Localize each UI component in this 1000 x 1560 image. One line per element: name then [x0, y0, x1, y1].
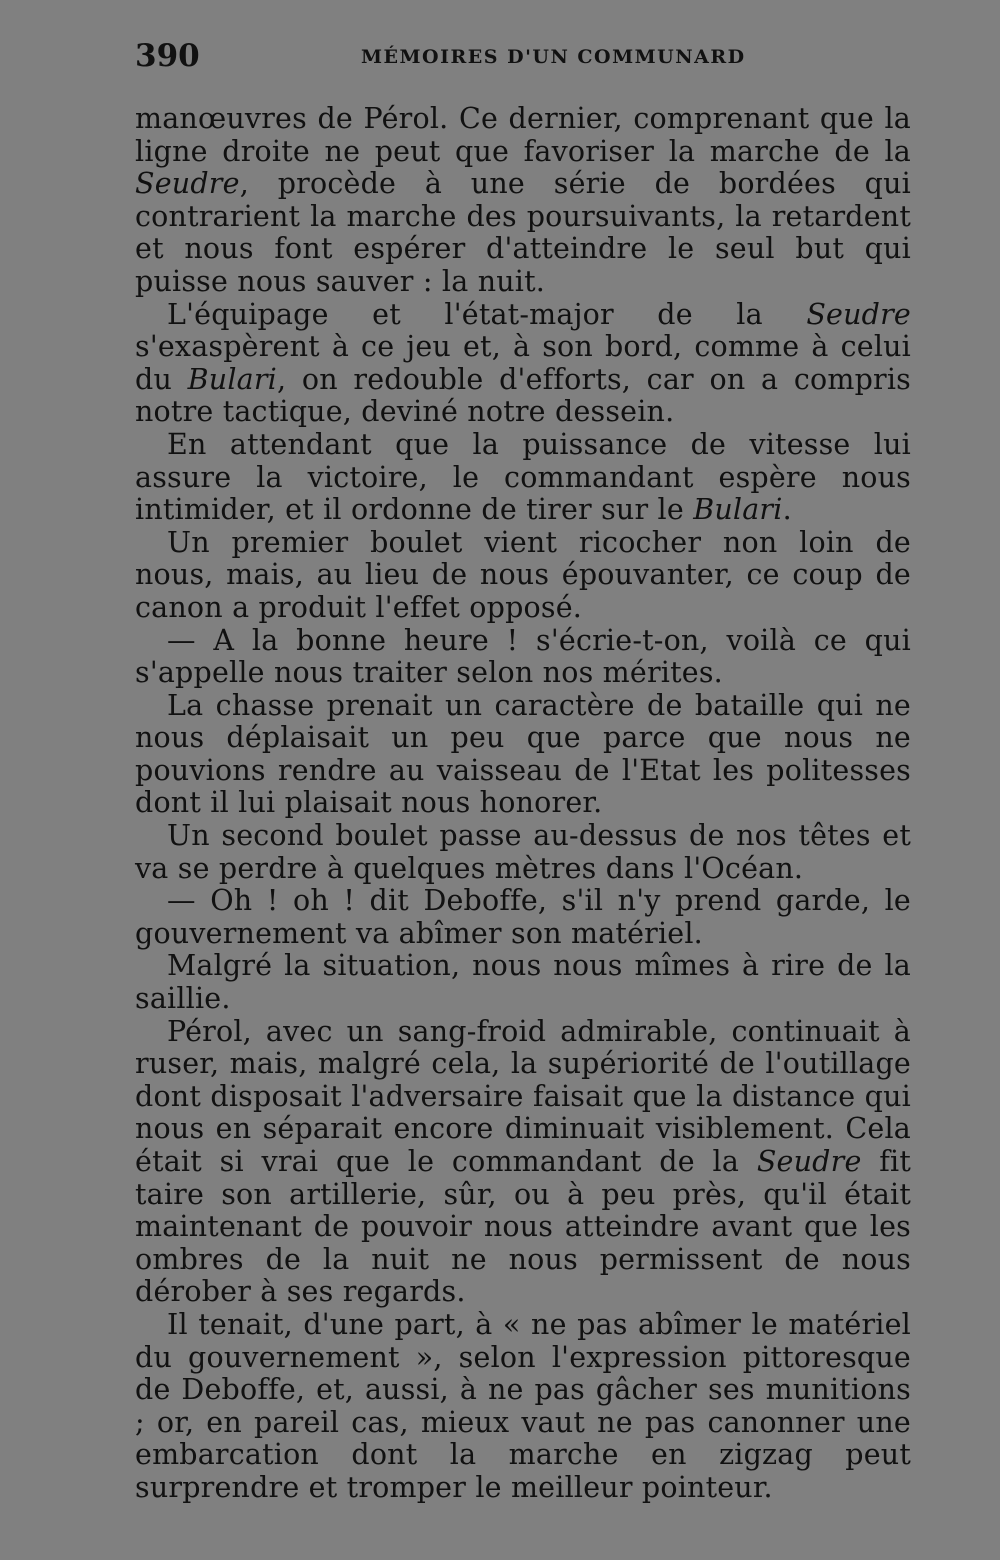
text-run: Un premier boulet vient ricocher non loin de nous, mais, au lieu de nous épouvanter, ce coup de canon a produit l'effet opposé. — [135, 525, 911, 624]
paragraph — [135, 885, 911, 950]
paragraph — [135, 950, 911, 1015]
paragraph — [135, 820, 911, 885]
body-text — [135, 103, 911, 1505]
paragraph — [135, 429, 911, 527]
ship-name: Seudre — [756, 1145, 862, 1178]
ship-name: Seudre — [806, 297, 911, 331]
text-run: Il tenait, d'une part, à « ne pas abîmer le matériel du gouvernement », selon l'expression pittoresque de Deboffe, et, aussi, à ne pas gâcher ses munitions ; or, en pareil cas, mieux vaut ne pas canonner une embarcation dont la marche en zigzag peut surprendre et tromper le meilleur pointeur. — [135, 1307, 911, 1504]
paragraph — [135, 690, 911, 820]
text-run: , on redouble d'efforts, car on a compris notre tactique, deviné notre dessein. — [135, 362, 911, 429]
text-run: Pérol, avec un sang-froid admirable, continuait à ruser, mais, malgré cela, la supériorité de l'outillage dont disposait l'adversaire faisait que la distance qui nous en séparait encore diminuait visiblement. Cela était si vrai que le commandant de la — [135, 1014, 911, 1178]
ship-name: Bulari — [187, 362, 277, 396]
paragraph — [135, 1016, 911, 1309]
text-run: Un second boulet passe au-dessus de nos têtes et va se perdre à quelques mètres dans l'Océan. — [135, 819, 911, 885]
text-run: . — [782, 493, 792, 527]
text-run: fit taire son artillerie, sûr, ou à peu près, qu'il était maintenant de pouvoir nous atteindre avant que les ombres de la nuit ne nous permissent de nous dérober à ses regards. — [135, 1145, 911, 1309]
ship-name: Bulari — [693, 493, 783, 527]
ship-name: Seudre — [135, 167, 240, 201]
paragraph — [135, 299, 911, 429]
text-run: — A la bonne heure ! s'écrie-t-on, voilà ce qui s'appelle nous traiter selon nos mérites. — [135, 623, 911, 690]
text-run: — Oh ! oh ! dit Deboffe, s'il n'y prend garde, le gouvernement va abîmer son matériel. — [135, 884, 911, 950]
running-head — [135, 36, 911, 76]
running-title: MÉMOIRES D'UN COMMUNARD — [361, 46, 746, 68]
text-run: Malgré la situation, nous nous mîmes à rire de la saillie. — [135, 949, 911, 1016]
paragraph — [135, 625, 911, 690]
paragraph — [135, 103, 911, 299]
text-run: s'exaspèrent à ce jeu et, à son bord, comme à celui du — [135, 330, 911, 396]
text-run: En attendant que la puissance de vitesse lui assure la victoire, le commandant espère nous intimider, et il ordonne de tirer sur le — [135, 427, 911, 527]
page-number: 390 — [135, 38, 200, 74]
text-run: L'équipage et l'état-major de la — [167, 297, 807, 331]
text-run: La chasse prenait un caractère de bataille qui ne nous déplaisait un peu que parce que nous ne pouvions rendre au vaisseau de l'Etat les politesses dont il lui plaisait nous honorer. — [135, 688, 911, 820]
text-run: manœuvres de Pérol. Ce dernier, comprenant que la ligne droite ne peut que favoriser la marche de la — [135, 102, 911, 168]
text-run: , procède à une série de bordées qui contrarient la marche des poursuivants, la retardent et nous font espérer d'atteindre le seul but qui puisse nous sauver : la nuit. — [135, 167, 911, 298]
paragraph — [135, 1309, 911, 1505]
paragraph — [135, 527, 911, 625]
